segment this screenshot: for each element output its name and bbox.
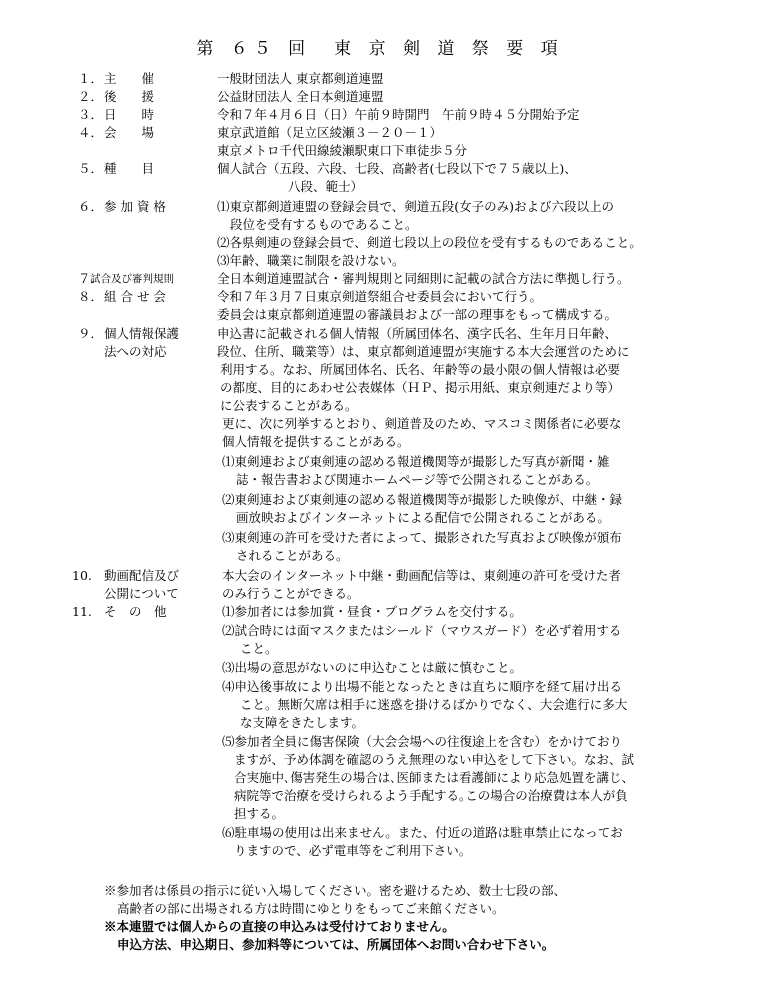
item-text: ⑵各県剣連の登録会員で、剣道七段以上の段位を受有するものであること。 <box>217 235 642 250</box>
item-number: １． <box>78 71 104 86</box>
item-label: 参 加 資 格 <box>104 199 166 214</box>
item-text: のみ行うことができる。 <box>222 586 360 601</box>
item-text: ますが、予め体調を確認のうえ無理のない申込をして下さい。なお、試 <box>234 752 635 767</box>
item-text: 東京武道館（足立区綾瀬３－２０－１） <box>217 125 443 140</box>
item-text: 全日本剣道連盟試合・審判規則と同細則に記載の試合方法に準拠し行う。 <box>217 271 630 286</box>
item-label: 動画配信及び <box>104 568 180 583</box>
item-label: 組 合 せ 会 <box>104 289 166 304</box>
item-number: ３． <box>78 107 104 122</box>
item-number: 10. <box>72 568 92 583</box>
item-label-line2: 法への対応 <box>104 344 167 359</box>
item-text: 八段、範士） <box>288 179 364 194</box>
item-text: 更に、次に列挙するとおり、剣道普及のため、マスコミ関係者に必要な <box>222 416 622 431</box>
item-text: 利用する。なお、所属団体名、氏名、年齢等の最小限の個人情報は必要 <box>220 362 621 377</box>
item-text: ⑶年齢、職業に制限を設けない。 <box>217 253 405 268</box>
item-text: 個人試合（五段、六段、七段、高齢者(七段以下で７５歳以上)、 <box>217 161 577 176</box>
item-label: 個人情報保護 <box>104 326 180 341</box>
item-text: ⑶東剣連の許可を受けた者によって、撮影された写真および映像が頒布 <box>222 530 622 545</box>
item-text: 令和７年４月６日（日）午前９時開門 午前９時４５分開始予定 <box>217 107 580 122</box>
page-title: 第 ６５ 回 東 京 剣 道 祭 要 項 <box>196 39 564 59</box>
item-text: こと。無断欠席は相手に迷惑を掛けるばかりでなく、大会進行に多大 <box>240 697 628 712</box>
item-text: 担する。 <box>234 806 285 821</box>
item-text: に公表することがある。 <box>220 398 358 413</box>
item-text: ⑴東京都剣道連盟の登録会員で、剣道五段(女子のみ)および六段以上の <box>217 199 615 214</box>
item-text: 本大会のインターネット中継・動画配信等は、東剣連の許可を受けた者 <box>222 568 621 583</box>
item-text: 令和７年３月７日東京剣道祭組合せ委員会において行う。 <box>217 289 543 304</box>
item-number: ４． <box>78 125 104 140</box>
item-text: 段位を受有するものであること。 <box>230 217 418 232</box>
item-label-line2: 公開について <box>104 586 179 601</box>
item-text: 段位、住所、職業等）は、東京都剣道連盟が実施する本大会運営のために <box>217 344 630 359</box>
item-text: の都度、目的にあわせ公表媒体（ＨＰ、掲示用紙、東京剣連だより等） <box>220 380 621 395</box>
item-label: そ の 他 <box>104 604 167 619</box>
item-text: ⑴参加者には参加賞・昼食・プログラムを交付する。 <box>222 604 522 619</box>
item-text: 合実施中､傷害発生の場合は､医師または看護師により応急処置を講じ、 <box>234 770 635 785</box>
item-number: ９． <box>78 326 104 341</box>
item-number: ５． <box>78 161 104 176</box>
item-text: りますので、必ず電車等をご利用下さい。 <box>234 843 472 858</box>
item-text: 病院等で治療を受けられるよう手配する｡この場合の治療費は本人が負 <box>234 788 628 803</box>
item-text: 誌・報告書および関連ホームページ等で公開されることがある。 <box>236 472 599 487</box>
item-label: 種 目 <box>104 161 155 176</box>
item-text: 東京メトロ千代田線綾瀬駅東口下車徒歩５分 <box>217 143 468 158</box>
item-text: 委員会は東京都剣道連盟の審議員および一部の理事をもって構成する。 <box>217 307 618 322</box>
item-text: ⑷申込後事故により出場不能となったときは直ちに順序を経て届け出る <box>222 679 623 694</box>
bold-note-line: 申込方法、申込期日、参加料等については、所属団体へお問い合わせ下さい。 <box>117 937 555 952</box>
item-number: ２． <box>78 89 104 104</box>
item-text: ⑵東剣連および東剣連の認める報道機関等が撮影した映像が、中継・録 <box>222 492 623 507</box>
item-label: 日 時 <box>104 107 155 122</box>
item-text: 個人情報を提供することがある。 <box>222 434 410 449</box>
item-label: 試合及び審判規則 <box>90 273 174 285</box>
item-text: 公益財団法人 全日本剣道連盟 <box>217 89 384 104</box>
note-line: 高齢者の部に出場される方は時間にゆとりをもってご来館ください。 <box>117 901 505 916</box>
item-text: 申込書に記載される個人情報（所属団体名、漢字氏名、生年月日年齢、 <box>217 326 618 341</box>
item-text: されることがある。 <box>236 548 349 563</box>
item-text: ⑵試合時には面マスクまたはシールド（マウスガード）を必ず着用する <box>222 623 622 638</box>
bold-note-line: ※本連盟では個人からの直接の申込みは受付けておりません。 <box>104 919 455 934</box>
item-text: な支障をきたします。 <box>240 715 365 730</box>
item-text: ⑴東剣連および東剣連の認める報道機関等が撮影した写真が新聞・雑 <box>222 454 610 469</box>
item-number: ７. <box>78 271 95 286</box>
item-number: 11. <box>72 604 92 619</box>
item-text: 一般財団法人 東京都剣道連盟 <box>217 71 384 86</box>
item-text: ⑹駐車場の使用は出来ません。また、付近の道路は駐車禁止になってお <box>222 825 623 840</box>
item-text: ⑶出場の意思がないのに申込むことは厳に慎むこと。 <box>222 660 523 675</box>
note-line: ※参加者は係員の指示に従い入場してください。密を避けるため、数士七段の部、 <box>104 883 567 898</box>
item-number: ６． <box>78 199 104 214</box>
item-label: 主 催 <box>104 71 155 86</box>
item-number: ８． <box>78 289 104 304</box>
item-label: 後 援 <box>104 89 155 104</box>
item-text: こと。 <box>240 641 278 656</box>
item-text: 画放映およびインターネットによる配信で公開されることがある。 <box>236 510 610 525</box>
item-text: ⑸参加者全員に傷害保険（大会会場への往復途上を含む）をかけており <box>222 734 623 749</box>
item-label: 会 場 <box>104 125 155 140</box>
